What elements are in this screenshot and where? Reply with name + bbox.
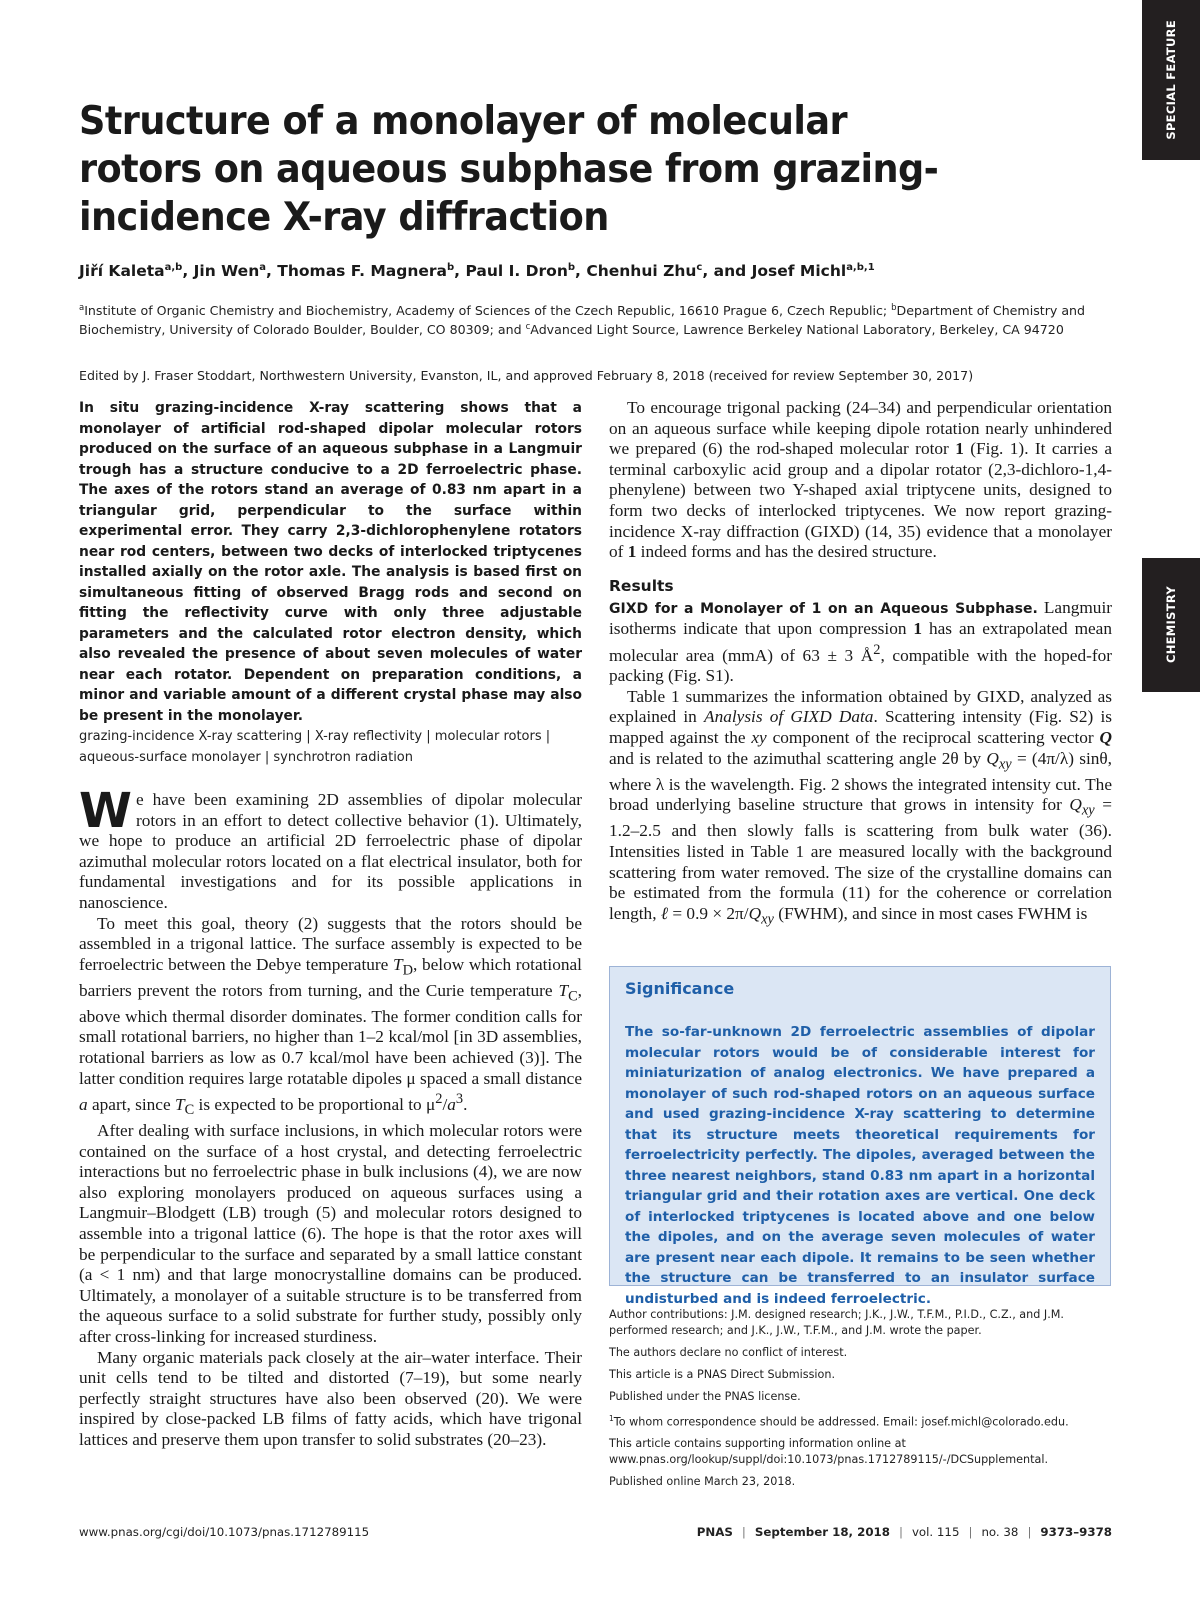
affiliation-a: Institute of Organic Chemistry and Biochemistry, Academy of Sciences of the Czech Republic, 16610 Prague 6, Czech Republic; bbox=[84, 303, 888, 319]
section-tab-label: CHEMISTRY bbox=[1164, 586, 1178, 664]
significance-text: The so-far-unknown 2D ferroelectric assemblies of dipolar molecular rotors would be of considerable interest for miniaturization of analog electronics. We have prepared a monolayer of such rod-shaped rotors on an aqueous surface and used grazing-incidence X-ray scattering to determine that its structure meets theoretical requirements for ferroelectricity perfectly. The dipoles, averaged between the three nearest neighbors, stand 0.83 nm apart in a horizontal triangular grid and their rotation axes are vertical. One deck of interlocked triptycenes is located above and one below the dipoles, and on the average seven molecules of water are present near each dipole. It remains to be seen whether the structure can be transferred to an insulator surface undisturbed and is indeed ferroelectric. bbox=[625, 1024, 1095, 1307]
keyword: grazing-incidence X-ray scattering bbox=[79, 729, 303, 744]
results-paragraph-1: GIXD for a Monolayer of 1 on an Aqueous Subphase. Langmuir isotherms indicate that upon compression 1 has an extrapolated mean molecular area (mmA) of 63 ± 3 $Å^2$, compatible with the hoped-for packing (Fig. S1). bbox=[609, 597, 1112, 686]
keyword: X-ray reflectivity bbox=[314, 729, 423, 744]
keyword: aqueous-surface monolayer bbox=[79, 749, 261, 765]
article-title: Structure of a monolayer of molecular rotors on aqueous subphase from grazing-incidence X-ray diffraction bbox=[79, 99, 939, 240]
affiliation-c: Advanced Light Source, Lawrence Berkeley National Laboratory, Berkeley, CA 94720 bbox=[530, 322, 1064, 338]
section-tab-special-feature bbox=[1142, 0, 1200, 160]
subsection-heading: GIXD for a Monolayer of 1 on an Aqueous Subphase. bbox=[609, 600, 1038, 617]
license-note: Published under the PNAS license. bbox=[609, 1389, 801, 1403]
author-name: Josef Michl bbox=[751, 262, 847, 281]
keyword: synchrotron radiation bbox=[273, 749, 414, 765]
section-heading-results: Results bbox=[609, 576, 674, 595]
section-tab-chemistry bbox=[1142, 558, 1200, 692]
significance-title: Significance bbox=[625, 979, 735, 998]
author-list: Jiří Kaleta$^{a,b}$, Jin Wen$^a$, Thomas F. Magnera$^b$, Paul I. Dron$^b$, Chenhui Zhu$^c$, and Josef Michl$^{a,b,1}$ bbox=[79, 262, 875, 281]
keyword: molecular rotors bbox=[434, 729, 542, 744]
article-notes bbox=[609, 1307, 1111, 1496]
author-name: Paul I. Dron bbox=[465, 262, 568, 281]
author-name: Thomas F. Magnera bbox=[277, 262, 447, 281]
intro-paragraph-4: Many organic materials pack closely at the air–water interface. Their unit cells tend to be tilted and distorted (7–19), but some nearly perfectly straight structures have also been observed (20). We were inspired by close-packed LB films of fatty acids, which have trigonal lattices and preserve them upon transfer to solid substrates (20–23). bbox=[79, 1347, 582, 1449]
publication-date: Published online March 23, 2018. bbox=[609, 1474, 796, 1488]
body-column-left bbox=[79, 783, 582, 1451]
supporting-info-note: This article contains supporting information online at www.pnas.org/lookup/suppl/doi:10.1073/pnas.1712789115/-/DCSupplemental. bbox=[609, 1437, 1049, 1466]
section-tab-label: SPECIAL FEATURE bbox=[1164, 20, 1178, 140]
intro-paragraph-5: To encourage trigonal packing (24–34) and perpendicular orientation on an aqueous surface while keeping dipole rotation nearly unhindered we prepared (6) the rod-shaped molecular rotor 1 (Fig. 1). It carries a terminal carboxylic acid group and a dipolar rotator (2,3-dichloro-1,4-phenylene) between two Y-shaped axial triptycene units, designed to form two decks of interlocked triptycenes. We now report grazing-incidence X-ray diffraction (GIXD) (14, 35) evidence that a monolayer of 1 indeed forms and has the desired structure. bbox=[609, 398, 1113, 562]
drop-cap: W bbox=[79, 783, 132, 839]
intro-paragraph-1: We have been examining 2D assemblies of dipolar molecular rotors in an effort to detect collective behavior (1). Ultimately, we hope to produce an artificial 2D ferroelectric phase of dipolar azimuthal molecular rotors located on a flat electrical insulator, both for fundamental investigations and for its possible applications in nanoscience. bbox=[79, 783, 582, 912]
submission-note: This article is a PNAS Direct Submission. bbox=[609, 1367, 836, 1381]
conflict-statement: The authors declare no conflict of interest. bbox=[609, 1345, 848, 1359]
results-paragraph-2: Table 1 summarizes the information obtained by GIXD, analyzed as explained in Analysis of GIXD Data. Scattering intensity (Fig. S2) is mapped against the xy component of the reciprocal scattering vector Q and is related to the azimuthal scattering angle 2θ by $Q_{xy} = (4\pi/\lambda)$ sinθ, where λ is the wavelength. Fig. 2 shows the integrated intensity cut. The broad underlying baseline structure that grows in intensity for $Q_{xy} = 1.2-2.5$ and then slowly falls is scattering from bulk water (36). Intensities listed in Table 1 are measured locally with the background scattering from water removed. The size of the crystalline domains can be estimated from the formula (11) for the coherence or correlation length, ℓ = $0.9 \times 2\pi/Q_{xy}$ (FWHM), and since in most cases FWHM is bbox=[609, 686, 1113, 928]
intro-paragraph-2: To meet this goal, theory (2) suggests that the rotors should be assembled in a trigonal lattice. The surface assembly is expected to be ferroelectric between the Debye temperature $T_D$, below which rotational barriers prevent the rotors from turning, and the Curie temperature $T_C$, above which thermal disorder dominates. The former condition calls for small rotational barriers, no higher than 1–2 kcal/mol [in 3D assemblies, rotational barriers as low as 0.7 kcal/mol have been achieved (3)]. The latter condition requires large rotatable dipoles μ spaced a small distance a apart, since $T_C$ is expected to be proportional to $\mu^2/a^3$. bbox=[79, 913, 582, 1119]
affiliations: $^a$Institute of Organic Chemistry and Biochemistry, Academy of Sciences of the Czech Republic, 16610 Prague 6, Czech Republic; $^b$Department of Chemistry and Biochemistry, University of Colorado Boulder, Boulder, CO 80309; and $^c$Advanced Light Source, Lawrence Berkeley National Laboratory, Berkeley, CA 94720 bbox=[79, 303, 1086, 338]
edited-by: Edited by J. Fraser Stoddart, Northwestern University, Evanston, IL, and approved February 8, 2018 (received for review September 30, 2017) bbox=[79, 368, 974, 383]
keywords: grazing-incidence X-ray scattering | X-ray reflectivity | molecular rotors | aqueous-surface monolayer | synchrotron radiation bbox=[79, 729, 551, 765]
intro-paragraph-3: After dealing with surface inclusions, in which molecular rotors were contained on the surface of a host crystal, and detecting ferroelectric interactions but no ferroelectric phase in bulk inclusions (4), we are now also exploring monolayers produced on aqueous surfaces using a Langmuir–Blodgett (LB) trough (5) and molecular rotors designed to assemble into a trigonal lattice (6). The hope is that the rotor axes will be perpendicular to the surface and separated by a small lattice constant (a < 1 nm) and that large monocrystalline domains can be produced. Ultimately, a monolayer of a suitable structure is to be transferred from the aqueous surface to a solid substrate for further study, possibly only after cross-linking for increased sturdiness. bbox=[79, 1121, 582, 1346]
significance-box bbox=[609, 966, 1111, 1307]
author-name: Chenhui Zhu bbox=[586, 262, 697, 281]
correspondence-note: $^1$To whom correspondence should be addressed. Email: josef.michl@colorado.edu. bbox=[609, 1413, 1069, 1429]
doi-link[interactable]: www.pnas.org/cgi/doi/10.1073/pnas.1712789115 bbox=[79, 1525, 370, 1539]
body-column-right bbox=[609, 398, 1112, 930]
page-footer bbox=[79, 1525, 1112, 1545]
author-name: Jiří Kaleta bbox=[79, 262, 165, 281]
journal-info: PNAS | September 18, 2018 | vol. 115 | no. 38 | 9373–9378 bbox=[696, 1525, 1112, 1539]
author-contributions: Author contributions: J.M. designed research; J.K., J.W., T.F.M., P.I.D., C.Z., and J.M. performed research; and J.K., J.W., T.F.M., and J.M. wrote the paper. bbox=[609, 1308, 1064, 1337]
affiliation-b: Department of Chemistry and Biochemistry, University of Colorado Boulder, Boulder, CO 80309; and bbox=[79, 303, 1086, 338]
abstract: In situ grazing-incidence X-ray scattering shows that a monolayer of artificial rod-shaped dipolar molecular rotors produced on the surface of an aqueous subphase in a Langmuir trough has a structure conducive to a 2D ferroelectric phase. The axes of the rotors stand an average of 0.83 nm apart in a triangular grid, perpendicular to the surface within experimental error. They carry 2,3-dichlorophenylene rotators near rod centers, between two decks of interlocked triptycenes installed axially on the rotor axle. The analysis is based first on simultaneous fitting of observed Bragg rods and second on fitting the reflectivity curve with only three adjustable parameters and the calculated rotor electron density, which also revealed the presence of about seven molecules of water near each rotator. Dependent on preparation conditions, a minor and variable amount of a different crystal phase may also be present in the monolayer. bbox=[79, 400, 582, 724]
author-name: Jin Wen bbox=[193, 262, 260, 281]
